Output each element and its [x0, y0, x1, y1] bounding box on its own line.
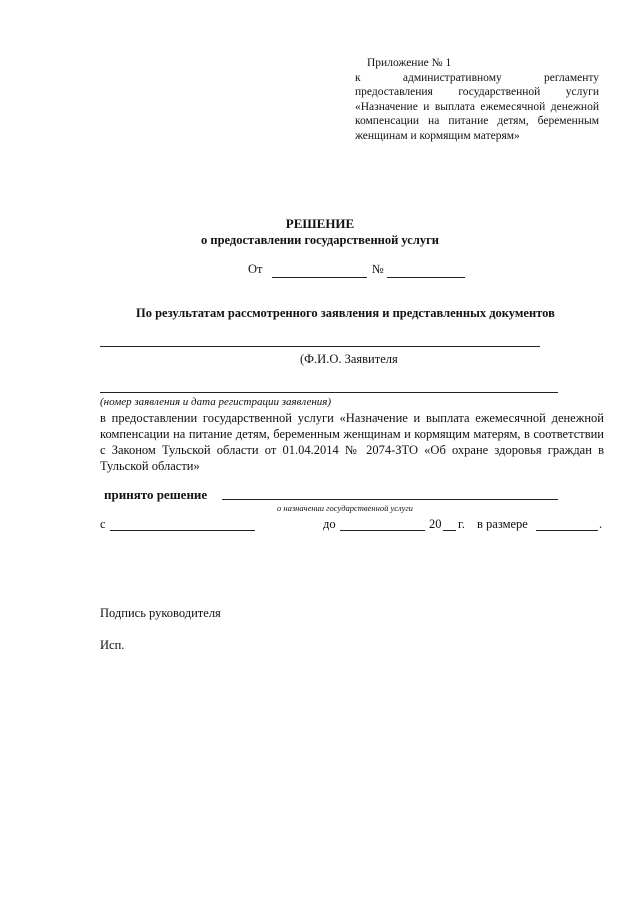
amount-label: в размере: [477, 517, 528, 531]
appendix-service-name-3: женщинам и кормящим матерям»: [355, 129, 520, 142]
appendix-regulation-line: [355, 71, 599, 86]
year-suffix: г.: [458, 517, 465, 531]
decision-caption: о назначении государственной услуги: [277, 503, 413, 513]
period-from-field[interactable]: [110, 530, 255, 531]
decision-field[interactable]: [222, 499, 558, 500]
year-field[interactable]: [443, 530, 456, 531]
appendix-service-name-2: компенсации на питание детям, беременным: [355, 115, 599, 127]
number-field[interactable]: [387, 262, 465, 278]
period-to-label: до: [323, 517, 336, 531]
document-subtitle: о предоставлении государственной услуги: [201, 233, 439, 247]
application-number-field[interactable]: [100, 392, 558, 393]
date-field[interactable]: [272, 262, 367, 278]
applicant-caption: (Ф.И.О. Заявителя: [300, 352, 398, 366]
signature-label: Подпись руководителя: [100, 606, 221, 620]
amount-field[interactable]: [536, 530, 598, 531]
period-end-mark: .: [599, 517, 603, 531]
number-label: №: [371, 262, 384, 276]
from-label: От: [248, 262, 263, 276]
period-to-field[interactable]: [340, 530, 425, 531]
application-caption: (номер заявления и дата регистрации заявления): [100, 396, 332, 408]
appendix-block: [355, 56, 599, 143]
appendix-service-name-1: «Назначение и выплата ежемесячной денежной: [355, 100, 599, 113]
appendix-service-line: предоставления государственной услуги: [355, 86, 599, 98]
results-heading: По результатам рассмотренного заявления и представленных документов: [136, 306, 555, 320]
year-prefix: 20: [429, 517, 442, 531]
applicant-name-field[interactable]: [100, 346, 540, 347]
executor-label: Исп.: [100, 638, 125, 652]
appendix-regulation: административному регламенту: [402, 71, 599, 84]
decision-label: принято решение: [104, 487, 208, 502]
appendix-number: Приложение № 1: [367, 57, 452, 69]
period-from-label: с: [100, 517, 106, 531]
period-line: [100, 517, 106, 532]
date-number-line: [248, 262, 465, 278]
document-title: РЕШЕНИЕ: [285, 216, 355, 231]
service-description: в предоставлении государственной услуги «Назначение и выплата ежемесячной денежной компенсации на питание детям, беременным женщинам и кормящим матерям, в соответствии с Законом Тульской области от 01.04.2014 № 2074-ЗТО «Об охране здоровья граждан в Тульской области»: [100, 411, 604, 473]
appendix-k: к: [355, 71, 361, 84]
